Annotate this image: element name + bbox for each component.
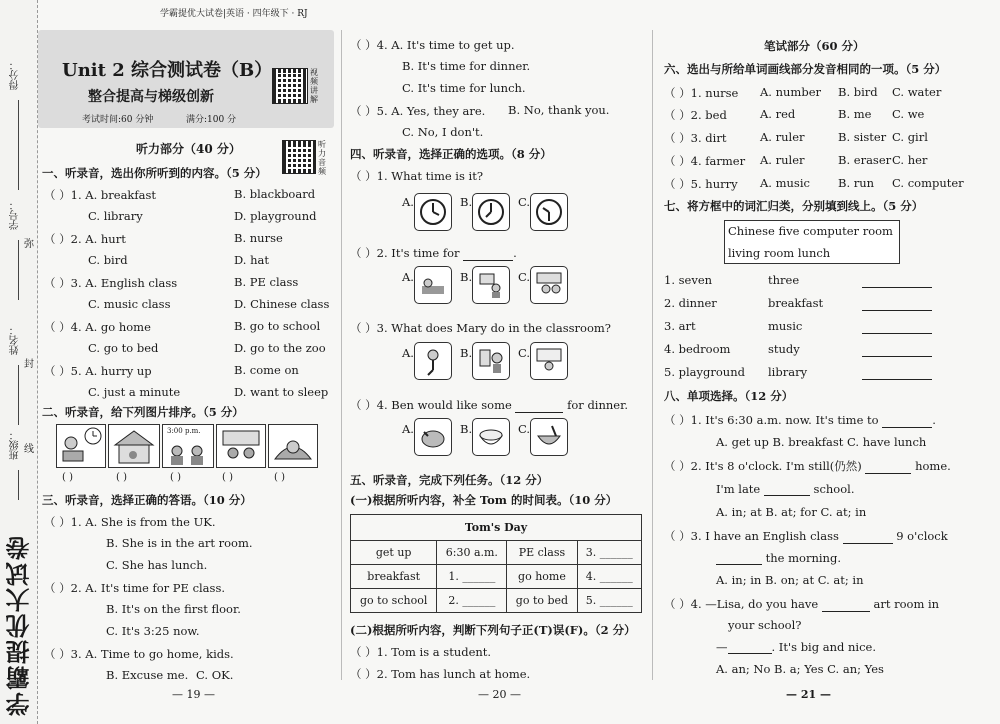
- question-text: （ ）3. What does Mary do in the classroom?: [350, 321, 611, 335]
- table-answer-cell[interactable]: 1. ______: [437, 565, 507, 589]
- series-header: 学霸提优大试卷|英语 · 四年级下 · RJ: [160, 9, 308, 19]
- question-text: （ ）5. A. hurry up: [44, 364, 152, 378]
- option-a: A. ruler: [760, 130, 805, 144]
- soup-bowl-icon[interactable]: [530, 418, 568, 456]
- option-c: C. just a minute: [88, 385, 181, 399]
- option-c: C. go to bed: [88, 341, 159, 355]
- name-line: [18, 365, 19, 425]
- gym-option-icon[interactable]: [530, 266, 568, 304]
- mary-option-c-icon[interactable]: [530, 342, 568, 380]
- picture-house: [108, 424, 160, 468]
- option-c: C. She has lunch.: [106, 558, 208, 572]
- category-word: 3. art: [664, 319, 696, 333]
- option-d: D. want to sleep: [234, 385, 329, 399]
- picture-boy-bed-clock: [56, 424, 106, 468]
- section-6-heading: 六、选出与所给单词画线部分发音相同的一项。（5 分）: [664, 62, 947, 76]
- option-a: A. ruler: [760, 153, 805, 167]
- options: A. an; No B. a; Yes C. an; Yes: [716, 662, 884, 676]
- option-b: B. bird: [838, 85, 878, 99]
- option-b: B. go to school: [234, 319, 321, 333]
- id-line: [18, 240, 19, 300]
- question-text: （ ）1. What time is it?: [350, 169, 484, 183]
- option-b: B. blackboard: [234, 187, 316, 201]
- option-c-label: C.: [518, 270, 531, 284]
- qr-video-label: 视频讲解: [310, 68, 318, 104]
- seal-char-mi: 弥: [24, 239, 34, 250]
- question-text: （ ）2. bed: [664, 108, 727, 122]
- option-c: C. water: [892, 85, 942, 99]
- id-label: 学号：: [10, 200, 21, 230]
- option-b: B. run: [838, 176, 875, 190]
- qr-code-video[interactable]: [272, 68, 308, 104]
- brand-logo-text: 学霸提优大试卷: [6, 534, 34, 716]
- options: A. in; in B. on; at C. at; in: [716, 573, 864, 587]
- option-b-label: B.: [460, 195, 473, 209]
- option-c: C. bird: [88, 253, 128, 267]
- option-b: B. come on: [234, 363, 299, 377]
- option-c: C. OK.: [196, 668, 234, 682]
- table-row: [351, 541, 642, 565]
- option-b-label: B.: [460, 346, 473, 360]
- question-text: （ ）4. A. It's time to get up.: [350, 38, 515, 52]
- option-c-label: C.: [518, 195, 531, 209]
- option-c-label: C.: [518, 422, 531, 436]
- table-cell: go home: [507, 565, 577, 589]
- category-word: 1. seven: [664, 273, 713, 287]
- clock-option-a-icon[interactable]: [414, 193, 452, 231]
- option-b: B. me: [838, 107, 872, 121]
- option-b: B. sister: [838, 130, 887, 144]
- seal-char-feng: 封: [24, 359, 34, 370]
- question-text: （ ）5. A. Yes, they are.: [350, 104, 486, 118]
- order-bracket-3[interactable]: ( ): [170, 472, 181, 483]
- mary-option-b-icon[interactable]: [472, 342, 510, 380]
- section-5-heading: 五、听录音，完成下列任务。（12 分）: [350, 473, 549, 487]
- section-3-heading: 三、听录音，选择正确的答语。（10 分）: [42, 493, 252, 507]
- option-b: B. She is in the art room.: [106, 536, 253, 550]
- true-false-question: （ ）1. Tom is a student.: [350, 645, 492, 659]
- option-a-label: A.: [402, 422, 414, 436]
- picture-clock-3pm: [162, 424, 214, 468]
- option-c: C. It's 3:25 now.: [106, 624, 200, 638]
- section-8-heading: 八、单项选择。（12 分）: [664, 389, 794, 403]
- mary-option-a-icon[interactable]: [414, 342, 452, 380]
- table-cell: get up: [351, 541, 437, 565]
- category-word: library: [768, 365, 808, 379]
- page-20: [346, 0, 646, 724]
- table-answer-cell[interactable]: 3. ______: [577, 541, 641, 565]
- full-score: 满分:100 分: [186, 115, 237, 125]
- question-text: （ ）2. A. It's time for PE class.: [44, 581, 226, 595]
- section-5-part-1: (一)根据所听内容，补全 Tom 的时间表。（10 分）: [350, 493, 618, 507]
- question-text: （ ）2. A. hurt: [44, 232, 126, 246]
- question-text: — . It's big and nice.: [716, 640, 877, 654]
- answer-line[interactable]: [862, 379, 932, 380]
- seal-char-xian: 线: [24, 444, 34, 455]
- option-a: A. music: [760, 176, 810, 190]
- table-row: [351, 589, 642, 613]
- option-c: C. It's time for lunch.: [402, 81, 526, 95]
- question-text: （ ）1. It's 6:30 a.m. now. It's time to .: [664, 413, 936, 427]
- clock-time-label: 3:00 p.m.: [167, 427, 201, 435]
- question-text: （ ）4. —Lisa, do you have art room in: [664, 597, 940, 611]
- option-c-label: C.: [518, 346, 531, 360]
- table-answer-cell[interactable]: 4. ______: [577, 565, 641, 589]
- question-text: （ ）3. I have an English class 9 o'clock: [664, 529, 948, 543]
- picture-classroom: [216, 424, 266, 468]
- option-c: C. her: [892, 153, 928, 167]
- written-title: 笔试部分（60 分）: [764, 39, 865, 53]
- name-label: 姓名：: [10, 325, 21, 355]
- binding-strip: [0, 0, 38, 724]
- option-a: A. red: [760, 107, 796, 121]
- question-text: （ ）4. A. go home: [44, 320, 151, 334]
- option-b: B. It's time for dinner.: [402, 59, 531, 73]
- question-text: （ ）3. A. English class: [44, 276, 178, 290]
- category-word: 5. playground: [664, 365, 745, 379]
- order-bracket-1[interactable]: ( ): [62, 472, 73, 483]
- section-1-heading: 一、听录音，选出你所听到的内容。（5 分）: [42, 166, 267, 180]
- option-c: C. girl: [892, 130, 928, 144]
- question-text: （ ）1. A. breakfast: [44, 188, 157, 202]
- qr-code-audio[interactable]: [282, 140, 316, 174]
- table-cell: breakfast: [351, 565, 437, 589]
- question-text: （ ）1. nurse: [664, 86, 739, 100]
- order-bracket-5[interactable]: ( ): [274, 472, 285, 483]
- question-text: （ ）3. A. Time to go home, kids.: [44, 647, 234, 661]
- question-text: your school?: [728, 618, 802, 632]
- section-4-heading: 四、听录音，选择正确的选项。（8 分）: [350, 147, 552, 161]
- table-cell: go to school: [351, 589, 437, 613]
- answer-line[interactable]: [862, 310, 932, 311]
- question-text: （ ）4. Ben would like some for dinner.: [350, 398, 628, 412]
- answer-line[interactable]: [862, 333, 932, 334]
- clock-option-c-icon[interactable]: [530, 193, 568, 231]
- option-b: B. It's on the first floor.: [106, 602, 241, 616]
- order-bracket-4[interactable]: ( ): [222, 472, 233, 483]
- answer-line[interactable]: [862, 287, 932, 288]
- table-answer-cell[interactable]: 5. ______: [577, 589, 641, 613]
- question-text: the morning.: [716, 551, 841, 565]
- score-label: 得分：: [10, 60, 21, 90]
- page-number: — 21 —: [786, 688, 831, 701]
- option-d: D. Chinese class: [234, 297, 330, 311]
- table-cell: PE class: [507, 541, 577, 565]
- order-bracket-2[interactable]: ( ): [116, 472, 127, 483]
- options: A. in; at B. at; for C. at; in: [716, 505, 867, 519]
- option-d: D. playground: [234, 209, 317, 223]
- option-c: C. library: [88, 209, 143, 223]
- word-box-line-2: living room lunch: [728, 246, 831, 260]
- category-word: study: [768, 342, 800, 356]
- question-text: （ ）5. hurry: [664, 177, 738, 191]
- question-text: （ ）3. dirt: [664, 131, 727, 145]
- option-b-label: B.: [460, 422, 473, 436]
- question-text: （ ）4. farmer: [664, 154, 746, 168]
- score-line: [18, 100, 19, 190]
- option-d: D. hat: [234, 253, 270, 267]
- table-row: [351, 565, 642, 589]
- option-c: C. No, I don't.: [402, 125, 484, 139]
- true-false-question: （ ）2. Tom has lunch at home.: [350, 667, 531, 681]
- answer-line[interactable]: [862, 356, 932, 357]
- question-text: （ ）1. A. She is from the UK.: [44, 515, 216, 529]
- question-text: I'm late school.: [716, 482, 855, 496]
- qr-audio-label: 听力音频: [318, 140, 326, 176]
- option-b: B. eraser: [838, 153, 892, 167]
- chicken-icon[interactable]: [414, 418, 452, 456]
- question-text: （ ）2. It's time for .: [350, 246, 517, 260]
- category-word: music: [768, 319, 803, 333]
- option-b: B. PE class: [234, 275, 299, 289]
- option-b: B. Excuse me.: [106, 668, 189, 682]
- rice-bowl-icon[interactable]: [472, 418, 510, 456]
- page-21: [660, 0, 964, 724]
- page-number: — 19 —: [172, 688, 215, 701]
- option-c: C. we: [892, 107, 925, 121]
- column-divider: [341, 30, 342, 680]
- section-7-heading: 七、将方框中的词汇归类，分别填到线上。（5 分）: [664, 199, 924, 213]
- column-divider: [652, 30, 653, 680]
- option-c: C. music class: [88, 297, 171, 311]
- category-word: 4. bedroom: [664, 342, 731, 356]
- sleep-option-icon[interactable]: [414, 266, 452, 304]
- listening-title: 听力部分（40 分）: [136, 142, 241, 156]
- picture-boy-sleeping: [268, 424, 318, 468]
- option-a-label: A.: [402, 270, 414, 284]
- class-label: 班级：: [10, 430, 21, 460]
- option-d: D. go to the zoo: [234, 341, 326, 355]
- option-c: C. computer: [892, 176, 964, 190]
- category-word: breakfast: [768, 296, 824, 310]
- section-2-heading: 二、听录音，给下列图片排序。（5 分）: [42, 405, 244, 419]
- option-b: B. nurse: [234, 231, 283, 245]
- class-line: [18, 470, 19, 500]
- option-a-label: A.: [402, 195, 414, 209]
- word-box-line-1: Chinese five computer room: [728, 224, 893, 238]
- page-19: [38, 0, 338, 724]
- page-number: — 20 —: [478, 688, 521, 701]
- table-answer-cell[interactable]: 2. ______: [437, 589, 507, 613]
- category-word: three: [768, 273, 800, 287]
- options: A. get up B. breakfast C. have lunch: [716, 435, 927, 449]
- option-b-label: B.: [460, 270, 473, 284]
- exam-time: 考试时间:60 分钟: [82, 115, 154, 125]
- test-subtitle: 整合提高与梯级创新: [88, 89, 214, 105]
- toms-day-table: [350, 514, 642, 613]
- question-text: （ ）2. It's 8 o'clock. I'm still(仍然) home.: [664, 459, 951, 473]
- class-option-icon[interactable]: [472, 266, 510, 304]
- section-5-part-2: (二)根据所听内容，判断下列句子正(T)误(F)。（2 分）: [350, 623, 636, 637]
- clock-option-b-icon[interactable]: [472, 193, 510, 231]
- category-word: 2. dinner: [664, 296, 717, 310]
- option-a: A. number: [760, 85, 821, 99]
- option-b: B. No, thank you.: [508, 103, 610, 117]
- test-title: Unit 2 综合测试卷（B）: [62, 60, 273, 81]
- option-a-label: A.: [402, 346, 414, 360]
- q1-row: [44, 187, 156, 203]
- table-cell: 6:30 a.m.: [437, 541, 507, 565]
- table-title: Tom's Day: [351, 515, 642, 541]
- table-cell: go to bed: [507, 589, 577, 613]
